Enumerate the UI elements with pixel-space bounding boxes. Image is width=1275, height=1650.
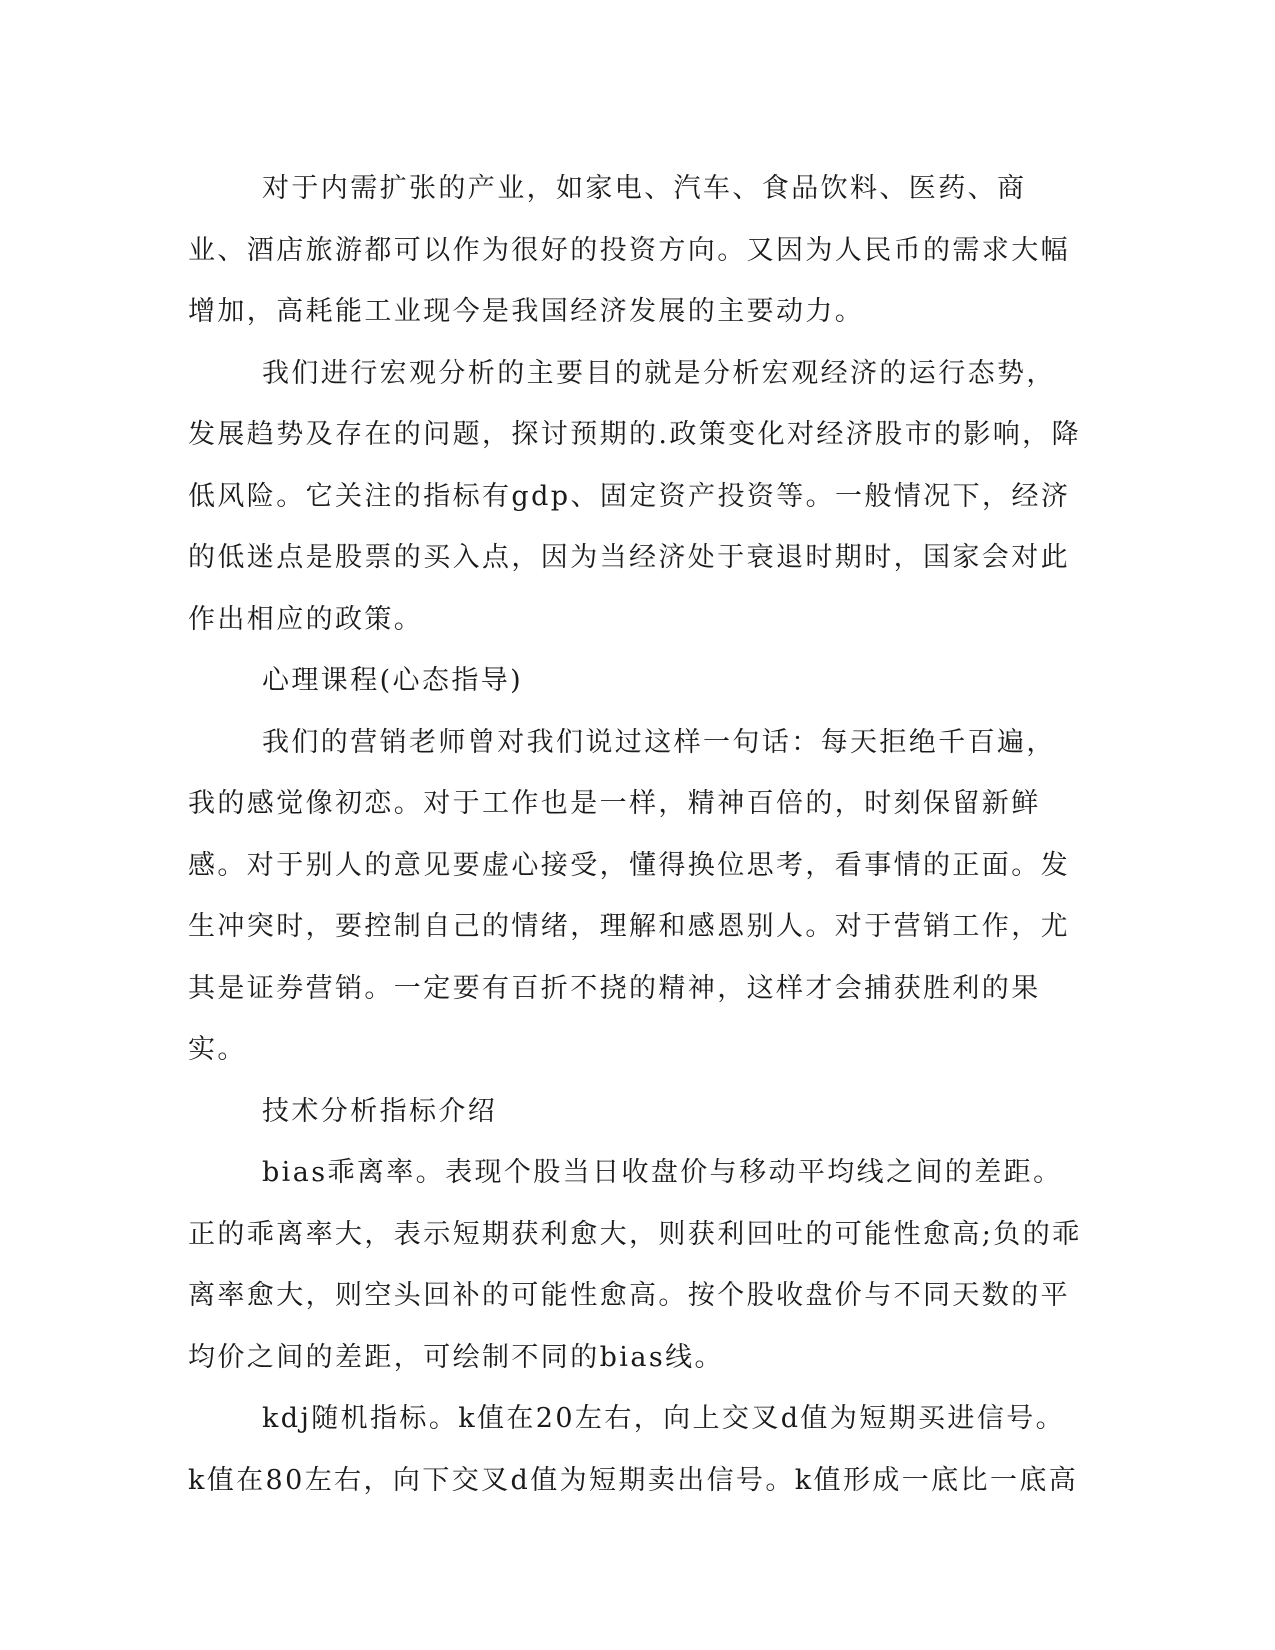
paragraph-kdj: kdj随机指标。k值在20左右，向上交叉d值为短期买进信号。k值在80左右，向下交叉d值为短期卖出信号。k值形成一底比一底高 xyxy=(188,1403,1079,1496)
paragraph-domestic-demand: 对于内需扩张的产业，如家电、汽车、食品饮料、医药、商业、酒店旅游都可以作为很好的投资方向。又因为人民币的需求大幅增加，高耗能工业现今是我国经济发展的主要动力。 xyxy=(188,173,1070,327)
paragraph-macro-analysis: 我们进行宏观分析的主要目的就是分析宏观经济的运行态势，发展趋势及存在的问题，探讨预期的.政策变化对经济股市的影响，降低风险。它关注的指标有gdp、固定资产投资等。一般情况下，经济的低迷点是股票的买入点，因为当经济处于衰退时期时，国家会对此作出相应的政策。 xyxy=(188,357,1081,635)
section-heading-technical-indicators: 技术分析指标介绍 xyxy=(262,1095,498,1127)
document-body xyxy=(188,158,1083,1511)
section-heading-psychology: 心理课程(心态指导) xyxy=(262,665,524,696)
paragraph-marketing-mindset: 我们的营销老师曾对我们说过这样一句话：每天拒绝千百遍，我的感觉像初恋。对于工作也是一样，精神百倍的，时刻保留新鲜感。对于别人的意见要虚心接受，懂得换位思考，看事情的正面。发生冲突时，要控制自己的情绪，理解和感恩别人。对于营销工作，尤其是证券营销。一定要有百折不挠的精神，这样才会捕获胜利的果实。 xyxy=(188,726,1070,1065)
paragraph-bias: bias乖离率。表现个股当日收盘价与移动平均线之间的差距。正的乖离率大，表示短期获利愈大，则获利回吐的可能性愈高;负的乖离率愈大，则空头回补的可能性愈高。按个股收盘价与不同天数的平均价之间的差距，可绘制不同的bias线。 xyxy=(188,1157,1082,1373)
